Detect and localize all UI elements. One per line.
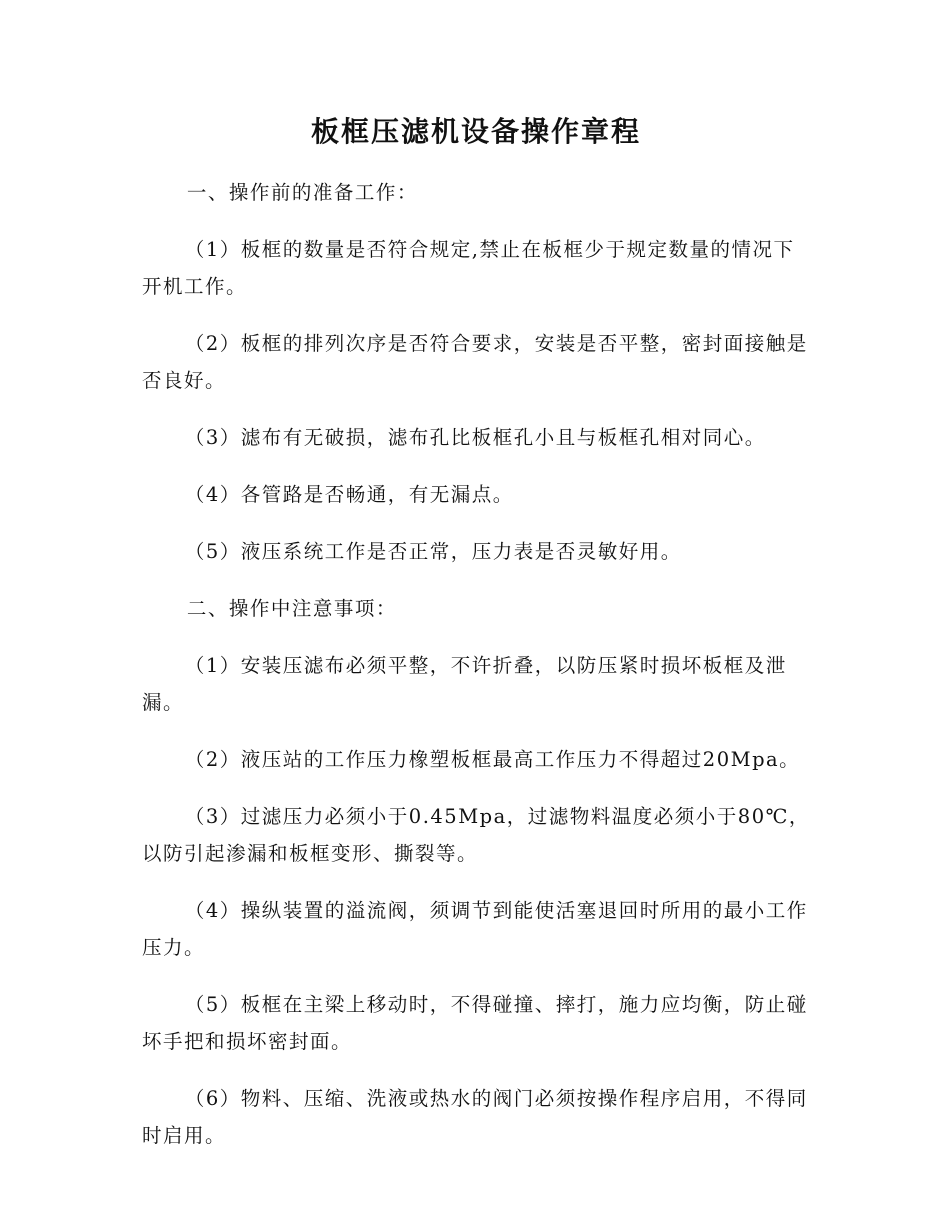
paragraph-prep-5: （5）液压系统工作是否正常，压力表是否灵敏好用。 <box>184 540 682 563</box>
document-title: 板框压滤机设备操作章程 <box>310 115 641 148</box>
paragraph-op-5: （5）板框在主梁上移动时，不得碰撞、摔打，施力应均衡，防止碰坏手把和损坏密封面。 <box>142 993 808 1053</box>
paragraph-op-6: （6）物料、压缩、洗液或热水的阀门必须按操作程序启用，不得同时启用。 <box>142 1087 808 1147</box>
paragraph-op-3: （3）过滤压力必须小于0.45Mpa，过滤物料温度必须小于80℃，以防引起渗漏和板框变形、撕裂等。 <box>142 805 810 865</box>
paragraph-op-4: （4）操纵装置的溢流阀，须调节到能使活塞退回时所用的最小工作压力。 <box>142 899 808 959</box>
paragraph-op-1: （1）安装压滤布必须平整，不许折叠，以防压紧时损坏板框及泄漏。 <box>142 654 787 714</box>
section-heading-preparation: 一、操作前的准备工作： <box>186 181 418 204</box>
paragraph-op-2: （2）液压站的工作压力橡塑板框最高工作压力不得超过20Mpa。 <box>184 748 801 771</box>
paragraph-prep-4: （4）各管路是否畅通，有无漏点。 <box>184 483 514 506</box>
section-heading-operation: 二、操作中注意事项： <box>186 597 397 620</box>
paragraph-prep-3: （3）滤布有无破损，滤布孔比板框孔小且与板框孔相对同心。 <box>184 426 766 449</box>
paragraph-prep-1: （1）板框的数量是否符合规定,禁止在板框少于规定数量的情况下开机工作。 <box>142 238 795 298</box>
paragraph-prep-2: （2）板框的排列次序是否符合要求，安装是否平整，密封面接触是否良好。 <box>142 332 808 392</box>
